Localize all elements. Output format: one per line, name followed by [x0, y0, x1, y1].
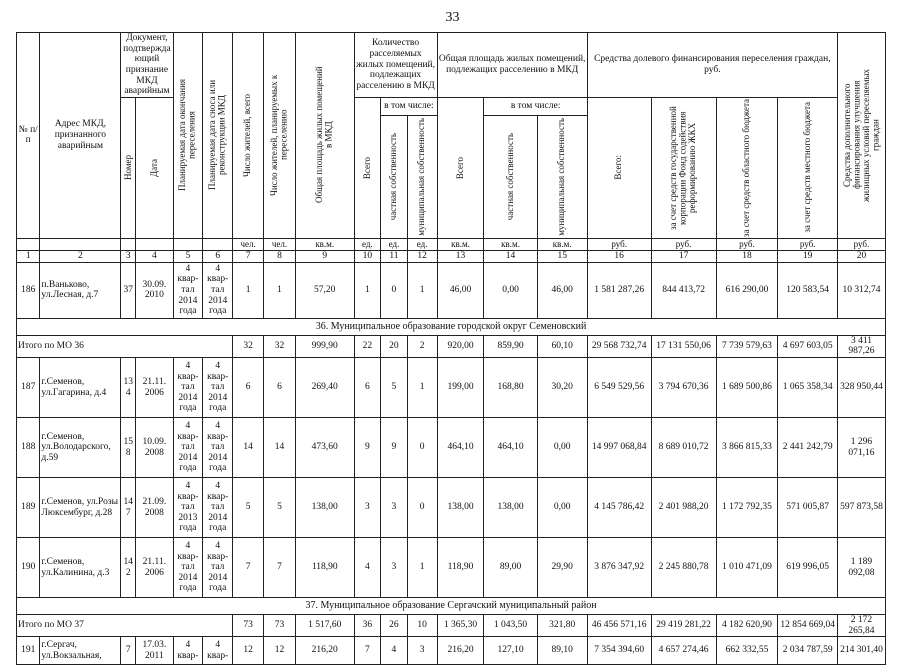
cell-area: 216,20 — [295, 637, 354, 665]
cell-area: 57,20 — [295, 262, 354, 318]
cell-f-total: 1 581 287,26 — [587, 262, 651, 318]
cell-res-planned: 12 — [264, 637, 296, 665]
total-cell-f-local: 4 697 603,05 — [778, 335, 838, 357]
doc-date-cell: 21.09. 2008 — [136, 478, 173, 538]
column-number-cell: 9 — [295, 250, 354, 262]
header-funds-local: за счет средств местного бюджета — [778, 97, 838, 238]
cell-prem-private: 0 — [381, 262, 408, 318]
header-area-municipal: муниципальная собственность — [537, 116, 587, 238]
cell-f-extra: 1 189 092,08 — [837, 538, 885, 598]
header-premises-total: Всего — [354, 97, 381, 238]
cell-ar-total: 46,00 — [437, 262, 484, 318]
cell-area: 269,40 — [295, 358, 354, 418]
unit-cell-empty — [136, 238, 173, 250]
header-doc-number: Номер — [121, 97, 136, 238]
cell-res-planned: 5 — [264, 478, 296, 538]
table-row — [17, 358, 886, 418]
planned-demolition-cell: 4 квар- — [203, 637, 233, 665]
cell-f-fund: 3 794 670,36 — [651, 358, 716, 418]
header-area-incl: в том числе: — [484, 97, 587, 116]
column-number-cell: 7 — [233, 250, 264, 262]
cell-prem-mun: 0 — [407, 418, 437, 478]
total-cell-res-planned: 32 — [264, 335, 296, 357]
column-number-cell: 3 — [121, 250, 136, 262]
column-number-cell: 17 — [651, 250, 716, 262]
unit-cell: кв.м. — [295, 238, 354, 250]
column-numbers-row — [17, 250, 886, 262]
unit-cell: чел. — [233, 238, 264, 250]
cell-f-local: 120 583,54 — [778, 262, 838, 318]
total-cell-area: 999,90 — [295, 335, 354, 357]
cell-f-extra: 328 950,44 — [837, 358, 885, 418]
cell-area: 138,00 — [295, 478, 354, 538]
cell-res-planned: 7 — [264, 538, 296, 598]
total-cell-res-total: 73 — [233, 615, 264, 637]
cell-ar-mun: 0,00 — [537, 418, 587, 478]
doc-number-cell: 13 4 — [121, 358, 136, 418]
cell-f-extra: 214 301,40 — [837, 637, 885, 665]
column-number-cell: 20 — [837, 250, 885, 262]
planned-demolition-cell: 4 квар-тал 2014 года — [203, 262, 233, 318]
row-number: 186 — [17, 262, 40, 318]
row-number: 191 — [17, 637, 40, 665]
cell-res-total: 7 — [233, 538, 264, 598]
planned-end-cell: 4 квар-тал 2014 года — [173, 262, 203, 318]
cell-f-fund: 2 245 880,78 — [651, 538, 716, 598]
unit-cell-empty — [203, 238, 233, 250]
unit-cell: руб. — [778, 238, 838, 250]
unit-cell: руб. — [716, 238, 778, 250]
cell-res-planned: 14 — [264, 418, 296, 478]
cell-f-fund: 844 413,72 — [651, 262, 716, 318]
total-cell-f-region: 7 739 579,63 — [716, 335, 778, 357]
doc-date-cell: 21.11. 2006 — [136, 538, 173, 598]
total-label: Итого по МО 37 — [17, 615, 233, 637]
unit-cell-empty — [17, 238, 40, 250]
cell-prem-mun: 1 — [407, 358, 437, 418]
unit-cell: ед. — [407, 238, 437, 250]
section-row — [17, 598, 886, 615]
total-cell-ar-private: 1 043,50 — [484, 615, 537, 637]
cell-prem-total: 6 — [354, 358, 381, 418]
cell-res-planned: 1 — [264, 262, 296, 318]
cell-f-region: 1 172 792,35 — [716, 478, 778, 538]
column-number-cell: 12 — [407, 250, 437, 262]
header-area-resettle: Общая площадь жилых помещений, подлежащих расселению в МКД — [437, 33, 587, 98]
total-cell-f-total: 46 456 571,16 — [587, 615, 651, 637]
cell-f-total: 7 354 394,60 — [587, 637, 651, 665]
total-cell-f-region: 4 182 620,90 — [716, 615, 778, 637]
units-row — [17, 238, 886, 250]
cell-f-fund: 4 657 274,46 — [651, 637, 716, 665]
cell-f-local: 1 065 358,34 — [778, 358, 838, 418]
cell-prem-private: 9 — [381, 418, 408, 478]
cell-res-total: 1 — [233, 262, 264, 318]
page-number: 33 — [445, 10, 460, 25]
cell-f-local: 2 034 787,59 — [778, 637, 838, 665]
unit-cell-empty — [40, 238, 121, 250]
cell-ar-mun: 30,20 — [537, 358, 587, 418]
unit-cell: чел. — [264, 238, 296, 250]
total-cell-prem-total: 36 — [354, 615, 381, 637]
table-body — [17, 262, 886, 665]
cell-ar-private: 0,00 — [484, 262, 537, 318]
cell-res-planned: 6 — [264, 358, 296, 418]
total-cell-ar-mun: 60,10 — [537, 335, 587, 357]
total-cell-prem-total: 22 — [354, 335, 381, 357]
total-cell-prem-mun: 2 — [407, 335, 437, 357]
total-row — [17, 615, 886, 637]
doc-number-cell: 7 — [121, 637, 136, 665]
column-number-cell: 6 — [203, 250, 233, 262]
doc-number-cell: 37 — [121, 262, 136, 318]
cell-ar-total: 199,00 — [437, 358, 484, 418]
cell-f-total: 14 997 068,84 — [587, 418, 651, 478]
cell-prem-total: 3 — [354, 478, 381, 538]
total-cell-f-extra: 2 172 265,84 — [837, 615, 885, 637]
cell-prem-mun: 1 — [407, 538, 437, 598]
doc-date-cell: 30.09. 2010 — [136, 262, 173, 318]
total-cell-f-total: 29 568 732,74 — [587, 335, 651, 357]
column-number-cell: 18 — [716, 250, 778, 262]
cell-f-total: 6 549 529,56 — [587, 358, 651, 418]
header-funds-region: за счет средств областного бюджета — [716, 97, 778, 238]
cell-prem-mun: 1 — [407, 262, 437, 318]
table-row — [17, 538, 886, 598]
cell-prem-total: 9 — [354, 418, 381, 478]
cell-f-region: 3 866 815,33 — [716, 418, 778, 478]
cell-f-fund: 8 689 010,72 — [651, 418, 716, 478]
doc-number-cell: 14 2 — [121, 538, 136, 598]
cell-f-extra: 1 296 071,16 — [837, 418, 885, 478]
cell-ar-mun: 89,10 — [537, 637, 587, 665]
cell-prem-private: 3 — [381, 538, 408, 598]
cell-prem-private: 3 — [381, 478, 408, 538]
header-premises-municipal: муниципальная собственность — [407, 116, 437, 238]
doc-date-cell: 17.03. 2011 — [136, 637, 173, 665]
table-row — [17, 262, 886, 318]
cell-f-local: 619 996,05 — [778, 538, 838, 598]
header-area-private: частная собственность — [484, 116, 537, 238]
header-planned-end: Планируемая дата окончания переселения — [173, 33, 203, 239]
header-funds: Средства долевого финансирования переселения граждан, руб. — [587, 33, 837, 98]
total-row — [17, 335, 886, 357]
cell-ar-private: 127,10 — [484, 637, 537, 665]
cell-ar-mun: 29,90 — [537, 538, 587, 598]
header-address: Адрес МКД, признанного аварийным — [40, 33, 121, 239]
unit-cell: руб. — [651, 238, 716, 250]
address-cell: г.Семенов, ул.Гагарина, д.4 — [40, 358, 121, 418]
total-cell-ar-total: 920,00 — [437, 335, 484, 357]
cell-prem-total: 1 — [354, 262, 381, 318]
resettlement-register-table — [16, 32, 886, 665]
cell-area: 473,60 — [295, 418, 354, 478]
cell-ar-private: 464,10 — [484, 418, 537, 478]
address-cell: г.Семенов, ул.Володарского, д.59 — [40, 418, 121, 478]
planned-end-cell: 4 квар-тал 2013 года — [173, 478, 203, 538]
unit-cell: кв.м. — [437, 238, 484, 250]
cell-ar-mun: 46,00 — [537, 262, 587, 318]
doc-date-cell: 10.09. 2008 — [136, 418, 173, 478]
header-funds-total: Всего: — [587, 97, 651, 238]
total-cell-f-extra: 3 411 987,26 — [837, 335, 885, 357]
planned-end-cell: 4 квар- — [173, 637, 203, 665]
cell-f-region: 616 290,00 — [716, 262, 778, 318]
header-premises-count: Количество расселяемых жилых помещений, подлежащих расселению в МКД — [354, 33, 437, 98]
cell-ar-total: 138,00 — [437, 478, 484, 538]
cell-res-total: 14 — [233, 418, 264, 478]
header-residents-total: Число жителей, всего — [233, 33, 264, 239]
header-num: № п/п — [17, 33, 40, 239]
planned-demolition-cell: 4 квар-тал 2014 года — [203, 478, 233, 538]
table-row — [17, 478, 886, 538]
header-funds-fund: за счет средств государственной корпорации Фонд содействия реформированию ЖКХ — [651, 97, 716, 238]
address-cell: п.Ваньково, ул.Лесная, д.7 — [40, 262, 121, 318]
cell-f-region: 662 332,55 — [716, 637, 778, 665]
total-cell-ar-private: 859,90 — [484, 335, 537, 357]
planned-end-cell: 4 квар-тал 2014 года — [173, 538, 203, 598]
cell-prem-total: 4 — [354, 538, 381, 598]
cell-prem-private: 5 — [381, 358, 408, 418]
total-label: Итого по МО 36 — [17, 335, 233, 357]
column-number-cell: 8 — [264, 250, 296, 262]
total-cell-ar-mun: 321,80 — [537, 615, 587, 637]
unit-cell: ед. — [381, 238, 408, 250]
doc-number-cell: 14 7 — [121, 478, 136, 538]
column-number-cell: 1 — [17, 250, 40, 262]
header-total-area: Общая площадь жилых помещений в МКД — [295, 33, 354, 239]
doc-number-cell: 15 8 — [121, 418, 136, 478]
header-document: Документ, подтверждающий признание МКД аварийным — [121, 33, 173, 98]
column-number-cell: 2 — [40, 250, 121, 262]
total-cell-ar-total: 1 365,30 — [437, 615, 484, 637]
column-number-cell: 10 — [354, 250, 381, 262]
total-cell-prem-private: 20 — [381, 335, 408, 357]
cell-f-region: 1 689 500,86 — [716, 358, 778, 418]
planned-demolition-cell: 4 квар-тал 2014 года — [203, 538, 233, 598]
column-number-cell: 4 — [136, 250, 173, 262]
unit-cell: кв.м. — [484, 238, 537, 250]
cell-f-local: 2 441 242,79 — [778, 418, 838, 478]
header-doc-date: Дата — [136, 97, 173, 238]
planned-demolition-cell: 4 квар-тал 2014 года — [203, 418, 233, 478]
cell-res-total: 5 — [233, 478, 264, 538]
column-number-cell: 15 — [537, 250, 587, 262]
table-row — [17, 418, 886, 478]
section-title: 37. Муниципальное образование Сергачский муниципальный район — [17, 598, 886, 615]
doc-date-cell: 21.11. 2006 — [136, 358, 173, 418]
planned-end-cell: 4 квар-тал 2014 года — [173, 358, 203, 418]
cell-f-fund: 2 401 988,20 — [651, 478, 716, 538]
unit-cell: руб. — [837, 238, 885, 250]
header-funds-extra: Средства дополнительного финансирования улучшения жилищных условий переселяемых граждан — [837, 33, 885, 239]
cell-ar-total: 216,20 — [437, 637, 484, 665]
cell-f-local: 571 005,87 — [778, 478, 838, 538]
total-cell-res-total: 32 — [233, 335, 264, 357]
unit-cell-empty — [121, 238, 136, 250]
cell-f-extra: 10 312,74 — [837, 262, 885, 318]
cell-f-region: 1 010 471,09 — [716, 538, 778, 598]
row-number: 189 — [17, 478, 40, 538]
total-cell-prem-private: 26 — [381, 615, 408, 637]
cell-f-total: 4 145 786,42 — [587, 478, 651, 538]
total-cell-f-fund: 29 419 281,22 — [651, 615, 716, 637]
cell-prem-private: 4 — [381, 637, 408, 665]
cell-ar-total: 464,10 — [437, 418, 484, 478]
row-number: 188 — [17, 418, 40, 478]
column-number-cell: 5 — [173, 250, 203, 262]
section-title: 36. Муниципальное образование городской округ Семеновский — [17, 318, 886, 335]
cell-prem-mun: 3 — [407, 637, 437, 665]
cell-area: 118,90 — [295, 538, 354, 598]
total-cell-res-planned: 73 — [264, 615, 296, 637]
column-number-cell: 14 — [484, 250, 537, 262]
header-premises-incl: в том числе: — [381, 97, 437, 116]
header-premises-private: частная собственность — [381, 116, 408, 238]
cell-ar-private: 89,00 — [484, 538, 537, 598]
cell-res-total: 12 — [233, 637, 264, 665]
total-cell-area: 1 517,60 — [295, 615, 354, 637]
unit-cell-empty — [173, 238, 203, 250]
column-number-cell: 11 — [381, 250, 408, 262]
table-row — [17, 637, 886, 665]
unit-cell: ед. — [354, 238, 381, 250]
cell-ar-private: 138,00 — [484, 478, 537, 538]
address-cell: г.Семенов, ул.Калинина, д.3 — [40, 538, 121, 598]
cell-f-extra: 597 873,58 — [837, 478, 885, 538]
unit-cell: руб. — [587, 238, 651, 250]
address-cell: г.Семенов, ул.Розы Люксембург, д.28 — [40, 478, 121, 538]
cell-f-total: 3 876 347,92 — [587, 538, 651, 598]
header-residents-planned: Число жителей, планируемых к переселению — [264, 33, 296, 239]
planned-end-cell: 4 квар-тал 2014 года — [173, 418, 203, 478]
row-number: 187 — [17, 358, 40, 418]
cell-res-total: 6 — [233, 358, 264, 418]
cell-ar-mun: 0,00 — [537, 478, 587, 538]
cell-prem-mun: 0 — [407, 478, 437, 538]
header-planned-demolition: Планируемая дата сноса или реконструкции МКД — [203, 33, 233, 239]
total-cell-prem-mun: 10 — [407, 615, 437, 637]
column-number-cell: 16 — [587, 250, 651, 262]
total-cell-f-local: 12 854 669,04 — [778, 615, 838, 637]
address-cell: г.Сергач, ул.Вокзальная, — [40, 637, 121, 665]
unit-cell: кв.м. — [537, 238, 587, 250]
cell-ar-total: 118,90 — [437, 538, 484, 598]
cell-prem-total: 7 — [354, 637, 381, 665]
column-number-cell: 13 — [437, 250, 484, 262]
section-row — [17, 318, 886, 335]
planned-demolition-cell: 4 квар-тал 2014 года — [203, 358, 233, 418]
row-number: 190 — [17, 538, 40, 598]
total-cell-f-fund: 17 131 550,06 — [651, 335, 716, 357]
column-number-cell: 19 — [778, 250, 838, 262]
header-area-total: Всего — [437, 97, 484, 238]
cell-ar-private: 168,80 — [484, 358, 537, 418]
